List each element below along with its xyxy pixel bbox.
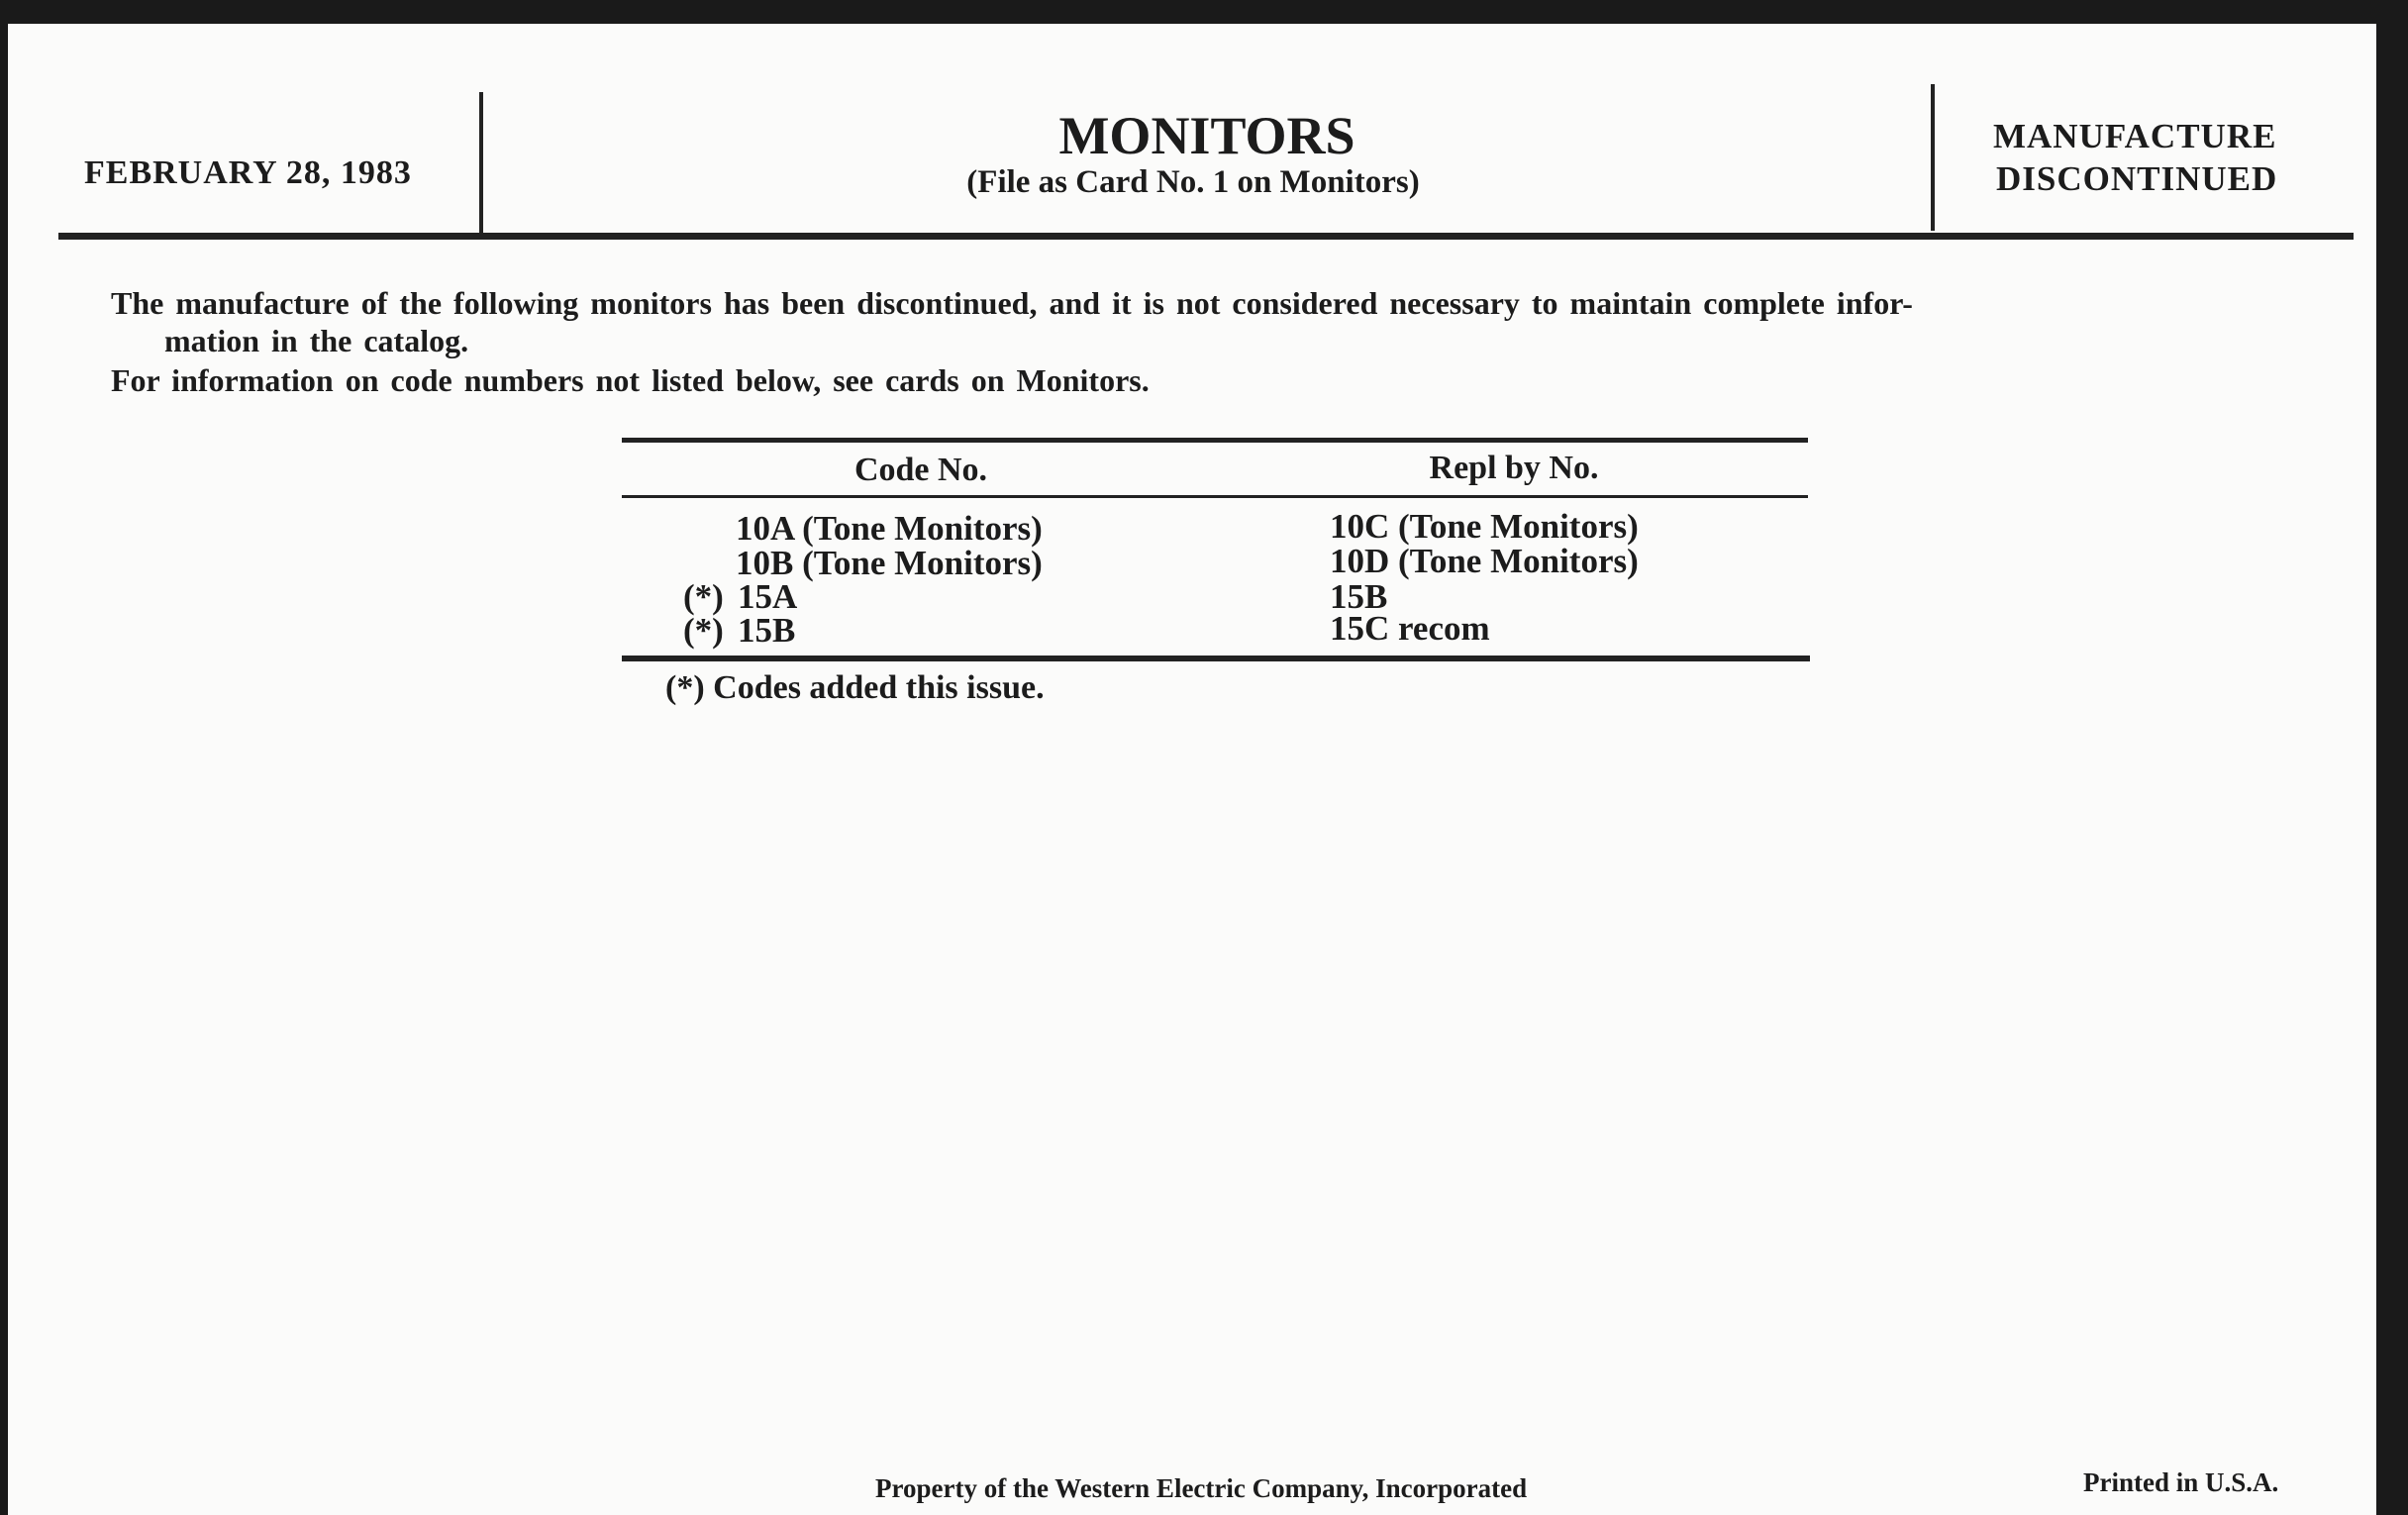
- catalog-card: [8, 24, 2376, 1515]
- code-cell: 10B (Tone Monitors): [736, 544, 1043, 582]
- status-line-1: MANUFACTURE: [1993, 117, 2277, 155]
- column-header-code: Code No.: [853, 452, 988, 488]
- header-divider-right: [1931, 84, 1935, 231]
- table-footnote: (*) Codes added this issue.: [665, 669, 1045, 706]
- page-subtitle: (File as Card No. 1 on Monitors): [966, 164, 1420, 200]
- repl-cell: 10D (Tone Monitors): [1330, 542, 1639, 580]
- code-cell: 15B: [738, 611, 796, 650]
- status-line-2: DISCONTINUED: [1996, 159, 2278, 198]
- header-rule: [58, 233, 2354, 240]
- header-divider-left: [479, 92, 483, 240]
- added-marker: (*): [683, 577, 724, 616]
- page-title: MONITORS: [1058, 106, 1355, 165]
- paragraph-1-line-2: mation in the catalog.: [164, 323, 469, 358]
- added-marker: (*): [683, 611, 724, 650]
- date: FEBRUARY 28, 1983: [84, 154, 412, 191]
- table-bottom-rule: [622, 656, 1810, 661]
- repl-cell: 10C (Tone Monitors): [1330, 507, 1639, 546]
- paragraph-2: For information on code numbers not listed below, see cards on Monitors.: [111, 362, 1150, 398]
- repl-cell: 15C recom: [1330, 609, 1490, 648]
- footer-printed: Printed in U.S.A.: [2083, 1467, 2279, 1497]
- repl-cell: 15B: [1330, 577, 1388, 616]
- column-header-repl: Repl by No.: [1429, 450, 1599, 486]
- code-cell: 10A (Tone Monitors): [736, 509, 1043, 548]
- paragraph-1-line-1: The manufacture of the following monitors has been discontinued, and it is not considered necessary to maintain complete infor-: [111, 285, 1913, 321]
- code-cell: 15A: [738, 577, 798, 616]
- table-top-rule: [622, 438, 1808, 443]
- footer-property: Property of the Western Electric Company, Incorporated: [875, 1473, 1528, 1503]
- table-header-rule: [622, 495, 1808, 498]
